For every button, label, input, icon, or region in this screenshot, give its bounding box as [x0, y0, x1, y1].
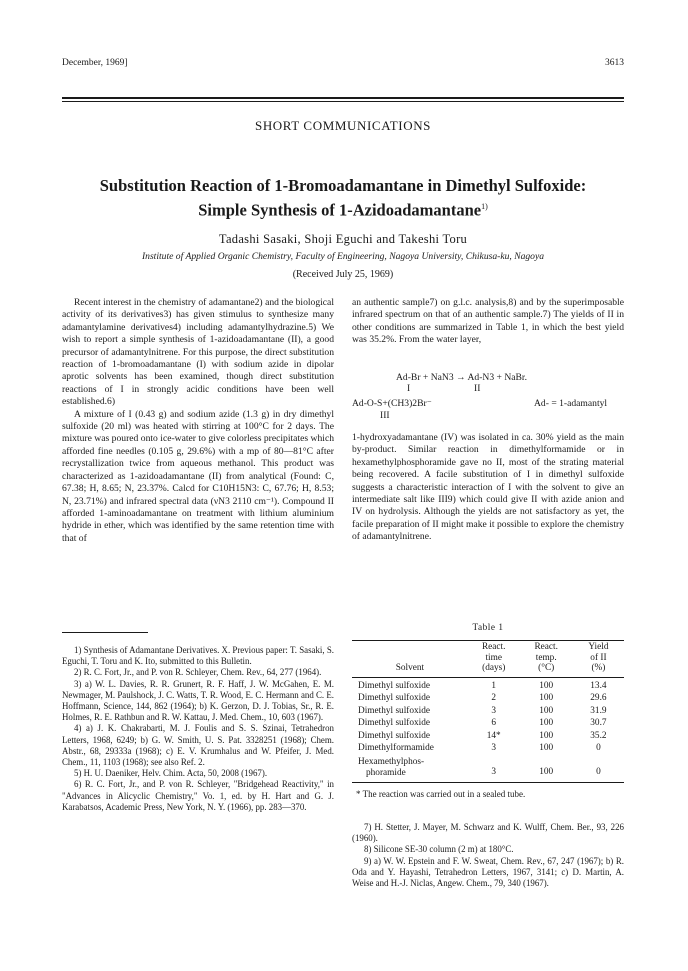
table-bottom-rule [352, 782, 624, 783]
table-row: Dimethyl sulfoxide 14* 100 35.2 [358, 730, 607, 741]
table-row: Dimethyl sulfoxide 1 100 13.4 [358, 680, 607, 691]
section-title: SHORT COMMUNICATIONS [254, 118, 432, 133]
footnote: 1) Synthesis of Adamantane Derivatives. X. Previous paper: T. Sasaki, S. Eguchi, T. Toru and K. Ito, submitted to this Bulletin. [62, 645, 334, 667]
reaction-scheme [352, 372, 624, 430]
label-III: III [380, 410, 390, 421]
label-II: II [474, 383, 481, 394]
table-row: Dimethyl sulfoxide 2 100 29.6 [358, 693, 607, 704]
paragraph: A mixture of I (0.43 g) and sodium azide (1.3 g) in dry dimethyl sulfoxide (20 ml) was heated with stirring at 100°C for 2 days. The mixture was poured onto ice-water to give colorless precipitates which afforded fine needles (0.105 g, 29.6%) with a mp of 80—81°C after recrystallization twice from aqueous methanol. This product was characterized as 1-azidoadamantane (II) from analytical (Found: C, 67.38; H, 8.65; N, 23.37%. Calcd for C10H15N3: C, 67.76; H, 8.53; N, 23.71%) and infrared spectral data (νN3 2110 cm⁻¹). Compound II afforded 1-aminoadamantane on treatment with lithium aluminium hydride in ether, which was identified by the same retention time with that of [62, 408, 334, 544]
footnote: 2) R. C. Fort, Jr., and P. von R. Schleyer, Chem. Rev., 64, 277 (1964). [74, 667, 322, 678]
footnotes-right [352, 822, 624, 889]
table-header-row [352, 641, 624, 675]
col-header-temp: React. temp. (°C) [534, 642, 558, 673]
table-row: Dimethyl sulfoxide 6 100 30.7 [358, 718, 607, 729]
table-row: Hexamethylphos- phoramide 3 100 0 [358, 757, 601, 779]
intermediate-salt: Ad-O-S+(CH3)2Br⁻ [352, 398, 432, 409]
table-row: Dimethyl sulfoxide 3 100 31.9 [358, 705, 607, 716]
col-header-time: React. time (days) [481, 642, 506, 673]
table-row: Dimethylformamide 3 100 0 [358, 743, 601, 754]
table-caption: Table 1 [472, 623, 504, 633]
received-date: (Received July 25, 1969) [292, 269, 394, 280]
paragraph: 1-hydroxyadamantane (IV) was isolated in ca. 30% yield as the main by-product. Similar reaction in dimethylformamide or in hexamethylphosphoramide gave no II, most of the strating material being recovered. A facile substitution of I in dimethyl sulfoxide suggests a characteristic interaction of I with the solvent to give an intermediate salt like III9) which could give II with azide anion and IV on hydrolysis. Although the yields are not satisfactory as yet, the facile preparation of II might make it possible to explore the chemistry of adamantylnitrene. [352, 432, 624, 543]
body-right-column-top [352, 297, 624, 347]
footnote: 8) Silicone SE-30 column (2 m) at 180°C. [364, 844, 514, 855]
table-1 [352, 640, 624, 799]
body-left-column [62, 297, 334, 545]
authors: Tadashi Sasaki, Shoji Eguchi and Takeshi Toru [218, 232, 468, 246]
footnotes-left [62, 645, 334, 813]
footnote: 9) a) W. W. Epstein and F. W. Sweat, Chem. Rev., 67, 247 (1967); b) R. Oda and Y. Hayashi, Tetrahedron Letters, 1967, 3141; c) D. Martin, A. Weise and H.-J. Niclas, Angew. Chem., 79, 340 (1967). [352, 855, 624, 889]
footnote-rule [62, 632, 148, 633]
table-header-rule [352, 677, 624, 678]
col-header-yield: Yield of II (%) [588, 642, 609, 673]
adamantyl-definition: Ad- = 1-adamantyl [534, 398, 608, 409]
body-right-column-bottom [352, 432, 624, 544]
footnote: 6) R. C. Fort, Jr., and P. von R. Schleyer, "Bridgehead Reactivity," in "Advances in Alicyclic Chemistry," Vo. 1, ed. by H. Hart and G. J. Karabatsos, Academic Press, New York, N. Y. (1966), pp. 283—370. [62, 779, 334, 812]
label-I: I [407, 383, 411, 394]
footnote: 4) a) J. K. Chakrabarti, M. J. Foulis and S. S. Szinai, Tetrahedron Letters, 1968, 6249; b) G. W. Smith, U. S. Pat. 3328251 (1968); Chem. Abstr., 68, 29333a (1968); c) E. V. Krumhalus and W. Pfeifer, J. Med. Chem., 11, 1103 (1968); see also Ref. 2. [62, 723, 334, 768]
paragraph: Recent interest in the chemistry of adamantane2) and the biological activity of its derivatives3) has given stimulus to synthesize many adamantylamine derivatives4) including adamantylhydrazine.5) We wish to report a simple synthesis of 1-azidoadamantane (II), a good precursor of adamantylnitrene. For this purpose, the direct substitution reaction of 1-bromoadamantane (I) with sodium azide in dipolar aprotic solvents has been examined, though direct substitution reactions of I in strongly acidic conditions have been well established.6) [62, 297, 334, 408]
title-line-1: Substitution Reaction of 1-Bromoadamantane in Dimethyl Sulfoxide: [99, 176, 587, 195]
table-grid [352, 641, 624, 779]
paragraph: an authentic sample7) on g.l.c. analysis,8) and by the superimposable infrared spectrum on that of an authentic sample.7) The yields of II in other conditions are summarized in Table 1, in which the best yield was 35.2%. From the water layer, [352, 297, 624, 346]
header-rule-bottom [62, 101, 624, 102]
article-title [62, 175, 624, 221]
page-number: 3613 [605, 58, 624, 68]
affiliation: Institute of Applied Organic Chemistry, Faculty of Engineering, Nagoya University, Chikusa-ku, Nagoya [141, 251, 545, 262]
footnote: 7) H. Stetter, J. Mayer, M. Schwarz and K. Wulff, Chem. Ber., 93, 226 (1960). [352, 822, 624, 844]
reaction-equation: Ad-Br + NaN3 → Ad-N3 + NaBr. [396, 372, 527, 383]
footnote: 3) a) W. L. Davies, R. R. Grunert, R. F. Haff, J. W. McGahen, E. M. Newmager, M. Paulshock, J. C. Watts, T. R. Wood, E. C. Hermann and C. E. Hoffmann, Science, 144, 862 (1964); b) K. Gerzon, D. J. Tobias, Sr., R. E. Holmes, R. E. Rathbun and R. W. Kattau, J. Med. Chem., 10, 603 (1967). [62, 678, 334, 723]
col-header-solvent: Solvent [395, 663, 425, 673]
table-footnote: * The reaction was carried out in a sealed tube. [356, 789, 526, 800]
title-line-2: Simple Synthesis of 1-Azidoadamantane$^{1)}$ [198, 200, 488, 220]
header-date: December, 1969] [62, 58, 128, 68]
header-rule-top [62, 97, 624, 99]
footnote: 5) H. U. Daeniker, Helv. Chim. Acta, 50, 2008 (1967). [74, 768, 268, 779]
